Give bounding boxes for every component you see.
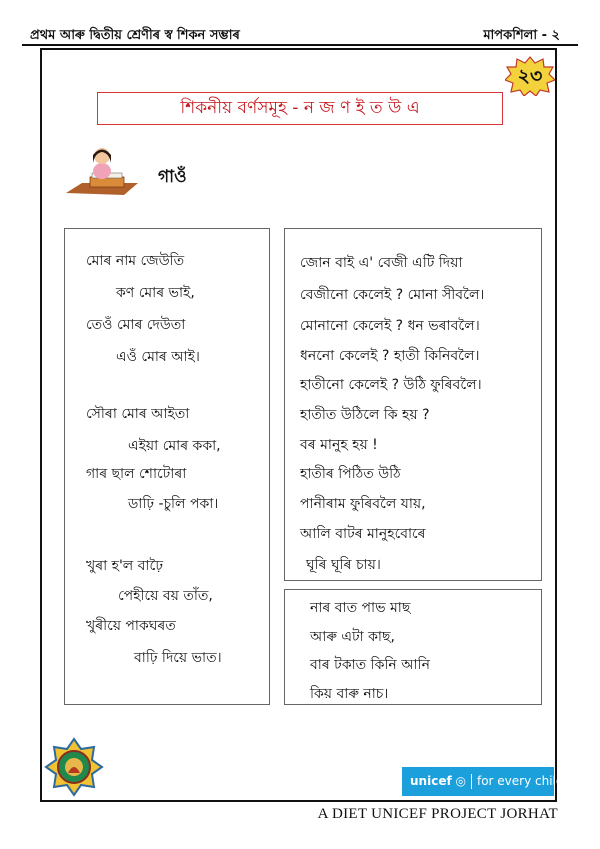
- poem-line: হাতীনো কেলেই ? উঠি ফুৰিবলৈ।: [300, 377, 482, 393]
- poem-line: বৰ মানুহ হয় !: [300, 437, 378, 453]
- header-left-title: প্ৰথম আৰু দ্বিতীয় শ্ৰেণীৰ স্ব শিকন সম্ভাৰ: [30, 28, 240, 43]
- poem-line: খুৰীয়ে পাকঘৰত: [86, 618, 176, 634]
- poem-line: জোন বাই এ' বেজী এটি দিয়া: [300, 255, 463, 271]
- poem-line: খুৰা হ'ল বাঢ়ৈ: [86, 558, 164, 574]
- poem-line: আলি বাটৰ মানুহবোৰে: [300, 526, 426, 542]
- poem-line: পেহীয়ে বয় তাঁত,: [118, 588, 213, 604]
- poem-line: এইয়া মোৰ ককা,: [128, 438, 221, 454]
- poem-line: বাঢ়ি দিয়ে ভাত।: [134, 650, 222, 666]
- poem-line: ঘূৰি ঘূৰি চায়।: [306, 557, 381, 573]
- girl-harmonium-icon: [62, 143, 140, 199]
- poem-line: ধননো কেলেই ? হাতী কিনিবলৈ।: [300, 348, 480, 364]
- poem-line: মোৰ নাম জেউতি: [86, 253, 185, 269]
- unicef-divider: [471, 774, 472, 789]
- poem-line: সৌৰা মোৰ আইতা: [86, 406, 190, 422]
- header-right-title: মাপকশিলা - ২: [483, 28, 560, 43]
- poem-line: মোনানো কেলেই ? ধন ভৰাবলৈ।: [300, 318, 480, 334]
- poem-line: হাতীত উঠিলে কি হয় ?: [300, 407, 430, 423]
- poem-line: কিয় বাৰু নাচ।: [310, 686, 389, 702]
- poem-line: আৰু এটা কাছ,: [310, 629, 395, 645]
- poem-line: ডাঢ়ি -চুলি পকা।: [128, 496, 219, 512]
- poem-line: গাৰ ছাল শোটোৰা: [86, 466, 187, 482]
- page-number-badge: ২৩: [517, 65, 543, 87]
- poem-line: হাতীৰ পিঠিত উঠি: [300, 466, 401, 482]
- footer-credit: A DIET UNICEF PROJECT JORHAT: [317, 806, 558, 822]
- section-title: গাওঁ: [158, 167, 187, 187]
- header-divider: [22, 44, 578, 46]
- lesson-title: শিকনীয় বৰ্ণসমূহ - ন জ ণ ই ত উ এ: [97, 92, 503, 125]
- poem-line: নাৰ বাত পাভ মাছ: [310, 600, 411, 616]
- unicef-globe-icon: ◎: [451, 774, 466, 788]
- unicef-banner: [402, 767, 564, 796]
- poem-line: বেজীনো কেলেই ? মোনা সীবলৈ।: [300, 287, 485, 303]
- poem-line: এওঁ মোৰ আই।: [116, 349, 200, 365]
- poem-line: কণ মোৰ ভাই,: [116, 285, 195, 301]
- poem-line: তেওঁ মোৰ দেউতা: [86, 317, 186, 333]
- poem-line: পানীৰাম ফুৰিবলৈ যায়,: [300, 496, 426, 512]
- unicef-tagline: for every child: [476, 774, 564, 788]
- poem-line: বাৰ টকাত কিনি আনি: [310, 657, 430, 673]
- unicef-brand: unicef: [410, 774, 452, 788]
- diet-emblem-icon: [44, 737, 104, 797]
